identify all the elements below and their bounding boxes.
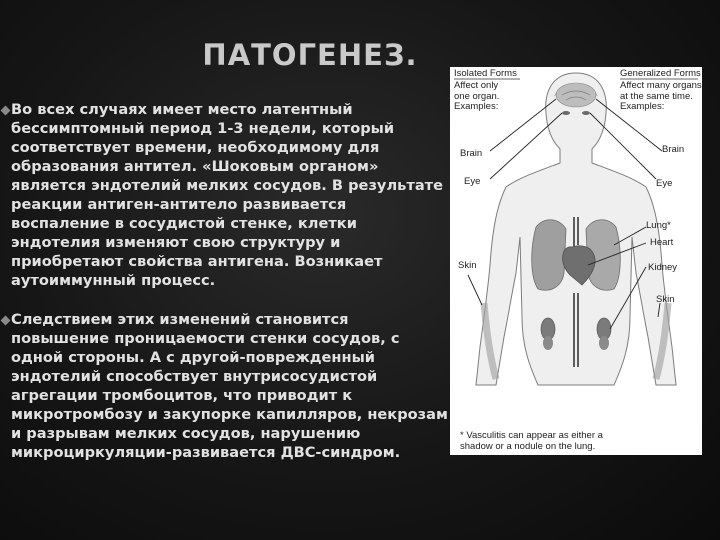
isolated-forms-header: Isolated Forms	[454, 68, 517, 79]
generalized-forms-header: Generalized Forms	[620, 68, 701, 79]
label-lung: Lung*	[646, 220, 671, 231]
vasculitis-diagram	[450, 67, 702, 455]
label-skin-left: Skin	[458, 260, 477, 271]
bullet-icon	[1, 316, 11, 326]
paragraph-pathogenesis: Во всех случаях имеет место латентный бессимптомный период 1-3 недели, который соответствует времени, необходимому для образования антител. «Шоковым органом» является эндотелий мелких сосудов. В результате реакции антиген-антитело развивается воспаление в сосудистой стенке, клетки эндотелия изменяют свою структуру и приобретают свойства антигена. Возникает аутоиммунный процесс.	[11, 101, 444, 289]
paragraph-consequences: Следствием этих изменений становится повышение проницаемости стенки сосудов, с одной стороны. А с другой-поврежденный эндотелий способствует внутрисосудистой агрегации тромбоцитов, что приводит к микротромбозу и закупорке капилляров, некрозам и разрывам мелких сосудов, нарушению микроциркуляции-развивается ДВС-синдром.	[11, 311, 448, 461]
label-brain-left: Brain	[460, 148, 483, 159]
generalized-forms-text: Affect many organs at the same time. Examples:	[620, 80, 702, 112]
label-heart: Heart	[650, 237, 674, 248]
label-eye-left: Eye	[464, 176, 481, 187]
body-illustration	[450, 67, 702, 455]
slide-title: ПАТОГЕНЕЗ.	[202, 38, 418, 72]
label-brain-right: Brain	[662, 144, 685, 155]
label-eye-right: Eye	[656, 178, 673, 189]
isolated-forms-text: Affect only one organ. Examples:	[454, 80, 500, 112]
label-skin-right: Skin	[656, 294, 675, 305]
bullet-icon	[1, 106, 11, 116]
figure-footnote: * Vasculitis can appear as either a shadow or a nodule on the lung.	[460, 430, 603, 452]
label-kidney: Kidney	[648, 262, 678, 273]
